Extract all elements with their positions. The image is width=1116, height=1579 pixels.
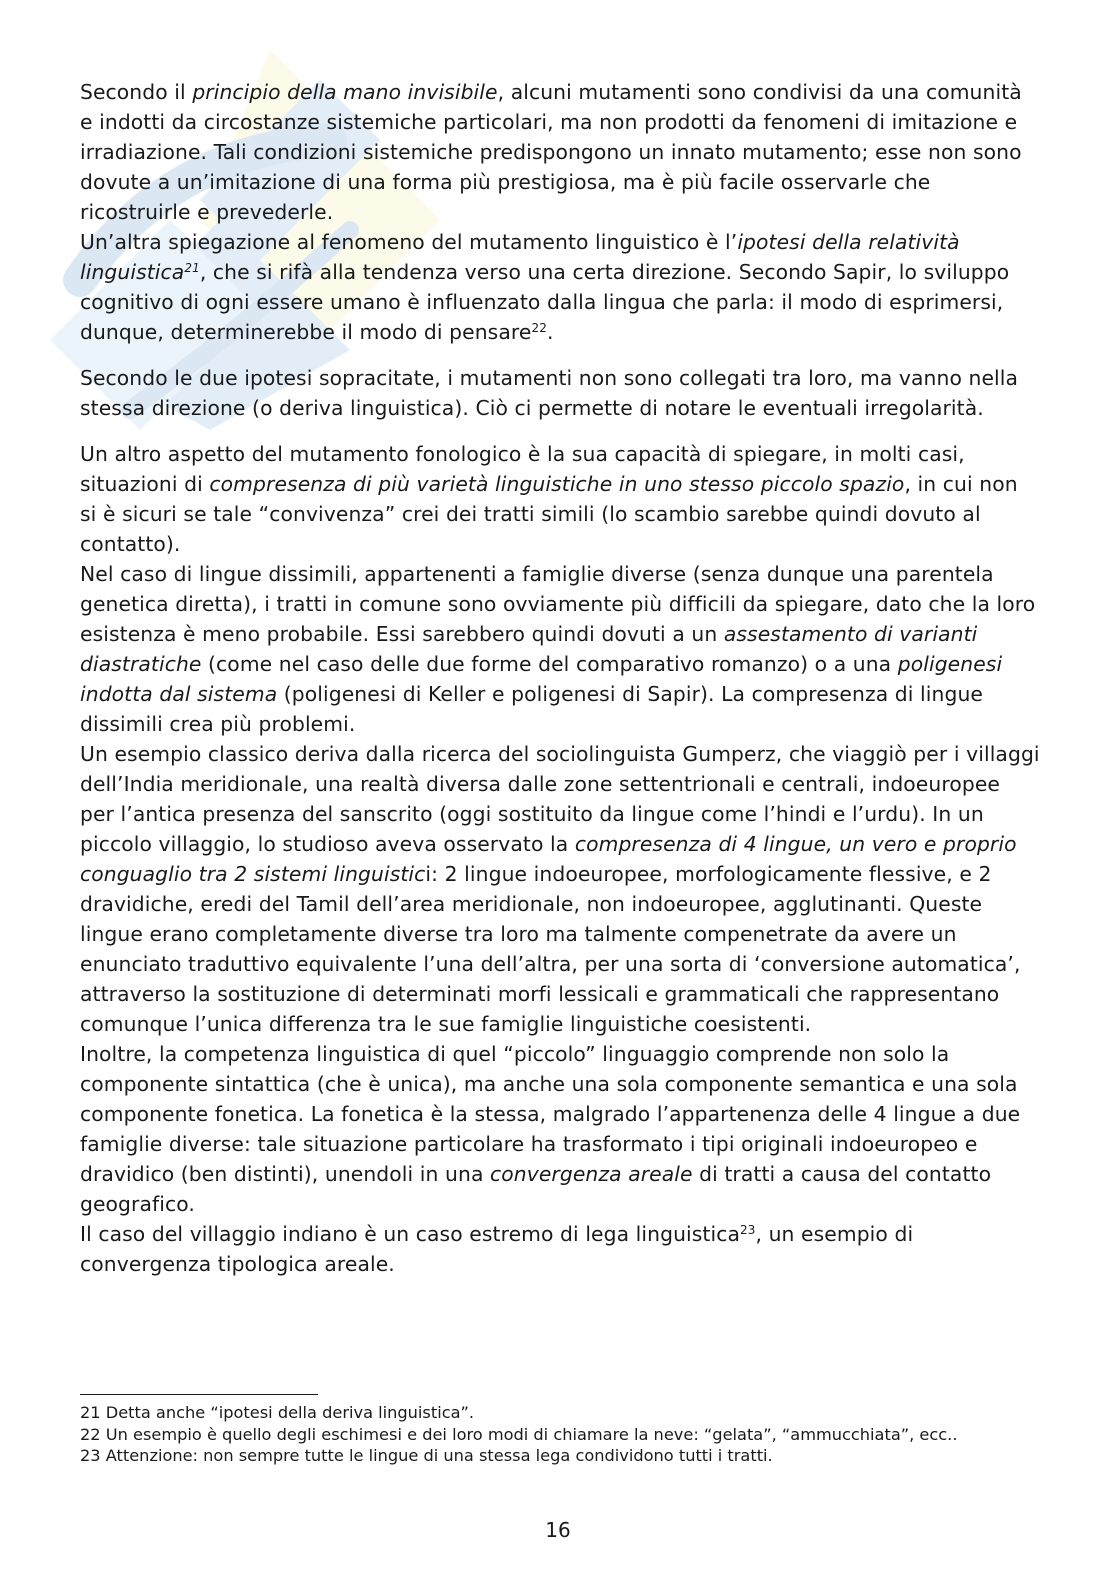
emphasis-text: ipotesi della relatività linguistica	[80, 230, 960, 284]
paragraph-text: Inoltre, la competenza linguistica di quel “piccolo” linguaggio comprende non solo la componente sintattica (che è unica), ma anche una sola componente semantica e una sola componente fonetica. La fonetica è la stessa, malgrado l’appartenenza delle 4 lingue a due famiglie diverse: tale situazione particolare ha trasformato i tipi originali indoeuropeo e dravidico (ben distinti), unendoli in una	[80, 1042, 1021, 1186]
paragraph-text: di tratti a causa del contatto geografico.	[80, 1162, 992, 1216]
footnote: 22 Un esempio è quello degli eschimesi e dei loro modi di chiamare la neve: “gelata”, “ammucchiata”, ecc..	[80, 1424, 958, 1444]
page-body	[80, 77, 1040, 1279]
emphasis-text: assestamento di varianti diastratiche	[80, 622, 978, 676]
footnote-ref: 23	[740, 1223, 756, 1237]
paragraph-text: , un esempio di convergenza tipologica areale.	[80, 1222, 914, 1276]
body-paragraph	[80, 439, 1040, 559]
paragraph-text: , in cui non si è sicuri se tale “convivenza” crei dei tratti simili (lo scambio sarebbe quindi dovuto al contatto).	[80, 472, 1018, 556]
body-paragraph	[80, 77, 1040, 227]
paragraph-text: Un altro aspetto del mutamento fonologico è la sua capacità di spiegare, in molti casi, situazioni di	[80, 442, 965, 496]
paragraph-text: Un esempio classico deriva dalla ricerca del sociolinguista Gumperz, che viaggiò per i villaggi dell’India meridionale, una realtà diversa dalle zone settentrionali e centrali, indoeuropee per l’antica presenza del sanscrito (oggi sostituito da lingue come l’hindi e l’urdu). In un piccolo villaggio, lo studioso aveva osservato la	[80, 742, 1040, 856]
body-paragraph	[80, 559, 1040, 739]
body-paragraph	[80, 739, 1040, 1039]
paragraph-text: Nel caso di lingue dissimili, appartenenti a famiglie diverse (senza dunque una parentela genetica diretta), i tratti in comune sono ovviamente più difficili da spiegare, dato che la loro esistenza è meno probabile. Essi sarebbero quindi dovuti a un	[80, 562, 1036, 646]
body-paragraph	[80, 363, 1040, 423]
paragraph-text: Il caso del villaggio indiano è un caso estremo di lega linguistica	[80, 1222, 740, 1246]
emphasis-text: compresenza di 4 lingue, un vero e proprio conguaglio tra 2 sistemi linguistic	[80, 832, 1017, 886]
body-paragraph	[80, 1039, 1040, 1219]
paragraph-text: i: 2 lingue indoeuropee, morfologicamente flessive, e 2 dravidiche, eredi del Tamil dell’area meridionale, non indoeuropee, agglutinanti. Queste lingue erano completamente diverse tra loro ma talmente compenetrate da avere un enunciato traduttivo equivalente l’una dell’altra, per una sorta di ‘conversione automatica’, attraverso la sostituzione di determinati morfi lessicali e grammaticali che rappresentano comunque l’unica differenza tra le sue famiglie linguistiche coesistenti.	[80, 862, 1021, 1036]
body-paragraph	[80, 227, 1040, 347]
emphasis-text: principio della mano invisibile	[192, 80, 498, 104]
emphasis-text: compresenza di più varietà linguistiche in uno stesso piccolo spazio	[209, 472, 905, 496]
emphasis-text: poligenesi indotta dal sistema	[80, 652, 1003, 706]
footnote: 23 Attenzione: non sempre tutte le lingue di una stessa lega condividono tutti i tratti.	[80, 1446, 773, 1465]
footnote: 21 Detta anche “ipotesi della deriva linguistica”.	[80, 1403, 475, 1422]
paragraph-text: , alcuni mutamenti sono condivisi da una comunità e indotti da circostanze sistemiche particolari, ma non prodotti da fenomeni di imitazione e irradiazione. Tali condizioni sistemiche predispongono un innato mutamento; esse non sono dovute a un’imitazione di una forma più prestigiosa, ma è più facile osservarle che ricostruirle e prevederle.	[80, 80, 1022, 224]
body-paragraph	[80, 1219, 1040, 1279]
footnote-divider	[80, 1394, 318, 1395]
paragraph-text: , che si rifà alla tendenza verso una certa direzione. Secondo Sapir, lo sviluppo cognitivo di ogni essere umano è influenzato dalla lingua che parla: il modo di esprimersi, dunque, determinerebbe il modo di pensare	[80, 260, 1010, 344]
footnote-ref: 22	[531, 321, 547, 335]
paragraph-text: Secondo le due ipotesi sopracitate, i mutamenti non sono collegati tra loro, ma vanno nella stessa direzione (o deriva linguistica). Ciò ci permette di notare le eventuali irregolarità.	[80, 366, 1019, 420]
paragraph-text: (come nel caso delle due forme del comparativo romanzo) o a una	[201, 652, 898, 676]
page-number: 16	[545, 1518, 571, 1542]
paragraph-text: Un’altra spiegazione al fenomeno del mutamento linguistico è l’	[80, 230, 738, 254]
paragraph-text: Secondo il	[80, 80, 193, 104]
footnotes	[80, 1402, 1040, 1467]
paragraph-text: (poligenesi di Keller e poligenesi di Sapir). La compresenza di lingue dissimili crea più problemi.	[80, 682, 983, 736]
paragraph-text: .	[546, 320, 554, 344]
emphasis-text: convergenza areale	[490, 1162, 693, 1186]
footnote-ref: 21	[184, 261, 200, 275]
